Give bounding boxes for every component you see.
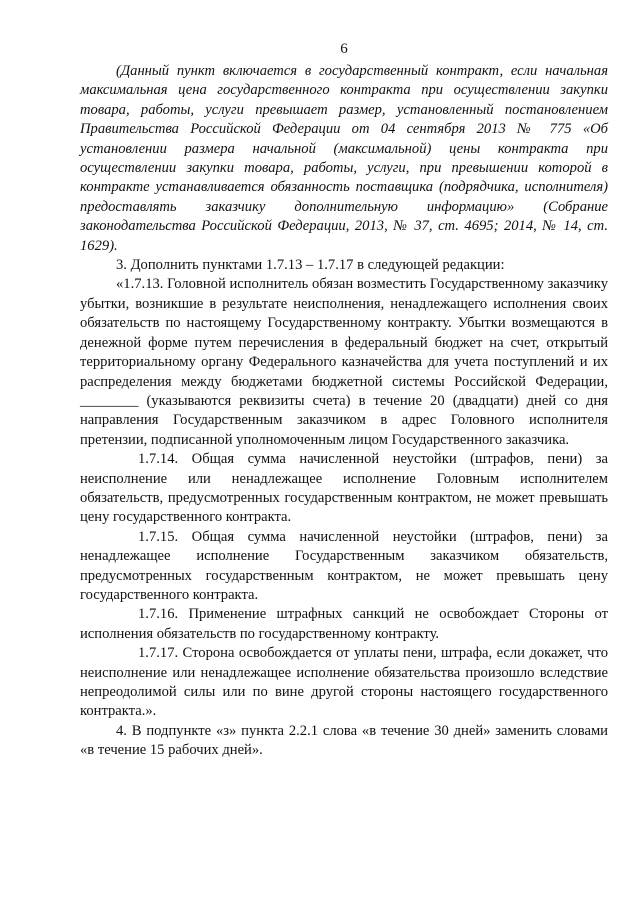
- item-4-paragraph: 4. В подпункте «з» пункта 2.2.1 слова «в течение 30 дней» заменить словами «в течение 15 рабочих дней».: [80, 722, 608, 759]
- clause-1-7-17: 1.7.17. Сторона освобождается от уплаты пени, штрафа, если докажет, что неисполнение или ненадлежащее исполнение обязательства произошло вследствие непреодолимой силы или по вине другой стороны настоящего государственного контракта.».: [80, 645, 608, 720]
- page-number: 6: [340, 41, 348, 57]
- note-paragraph: (Данный пункт включается в государственный контракт, если начальная максимальная цена государственного контракта при осуществлении закупки товара, работы, услуги превышает размер, установленный постановлением Правительства Российской Федерации от 04 сентября 2013 № 775 «Об установлении размера начальной (максимальной) цены контракта при осуществлении закупки товара, работы, услуги, при превышении которой в контракте устанавливается обязанность поставщика (подрядчика, исполнителя) предоставлять заказчику дополнительную информацию» (Собрание законодательства Российской Федерации, 2013, № 37, ст. 4695; 2014, № 14, ст. 1629).: [80, 63, 608, 254]
- item-3-paragraph: 3. Дополнить пунктами 1.7.13 – 1.7.17 в следующей редакции:: [116, 257, 505, 274]
- clause-1-7-16: 1.7.16. Применение штрафных санкций не освобождает Стороны от исполнения обязательств по государственному контракту.: [80, 606, 608, 642]
- clause-1-7-13: «1.7.13. Головной исполнитель обязан возместить Государственному заказчику убытки, возникшие в результате неисполнения, ненадлежащего исполнения своих обязательств по настоящему Государственному контракту. Убытки возмещаются в денежной форме путем перечисления в федеральный бюджет на счет, открытый территориальному органу Федерального казначейства для учета поступлений и их распределения между бюджетами бюджетной системы Российской Федерации, ________ (указываются реквизиты счета) в течение 20 (двадцати) дней со дня направления Государственным заказчиком в адрес Головного исполнителя претензии, подписанной уполномоченным лицом Государственного заказчика.: [80, 276, 608, 448]
- clause-1-7-14: 1.7.14. Общая сумма начисленной неустойки (штрафов, пени) за неисполнение или ненадлежащее исполнение Головным исполнителем обязательств, предусмотренных государственным контрактом, не может превышать цену государственного контракта.: [80, 451, 608, 526]
- clause-1-7-15: 1.7.15. Общая сумма начисленной неустойки (штрафов, пени) за ненадлежащее исполнение Государственным заказчиком обязательств, предусмотренных государственным контрактом, не может превышать цену государственного контракта.: [80, 528, 608, 603]
